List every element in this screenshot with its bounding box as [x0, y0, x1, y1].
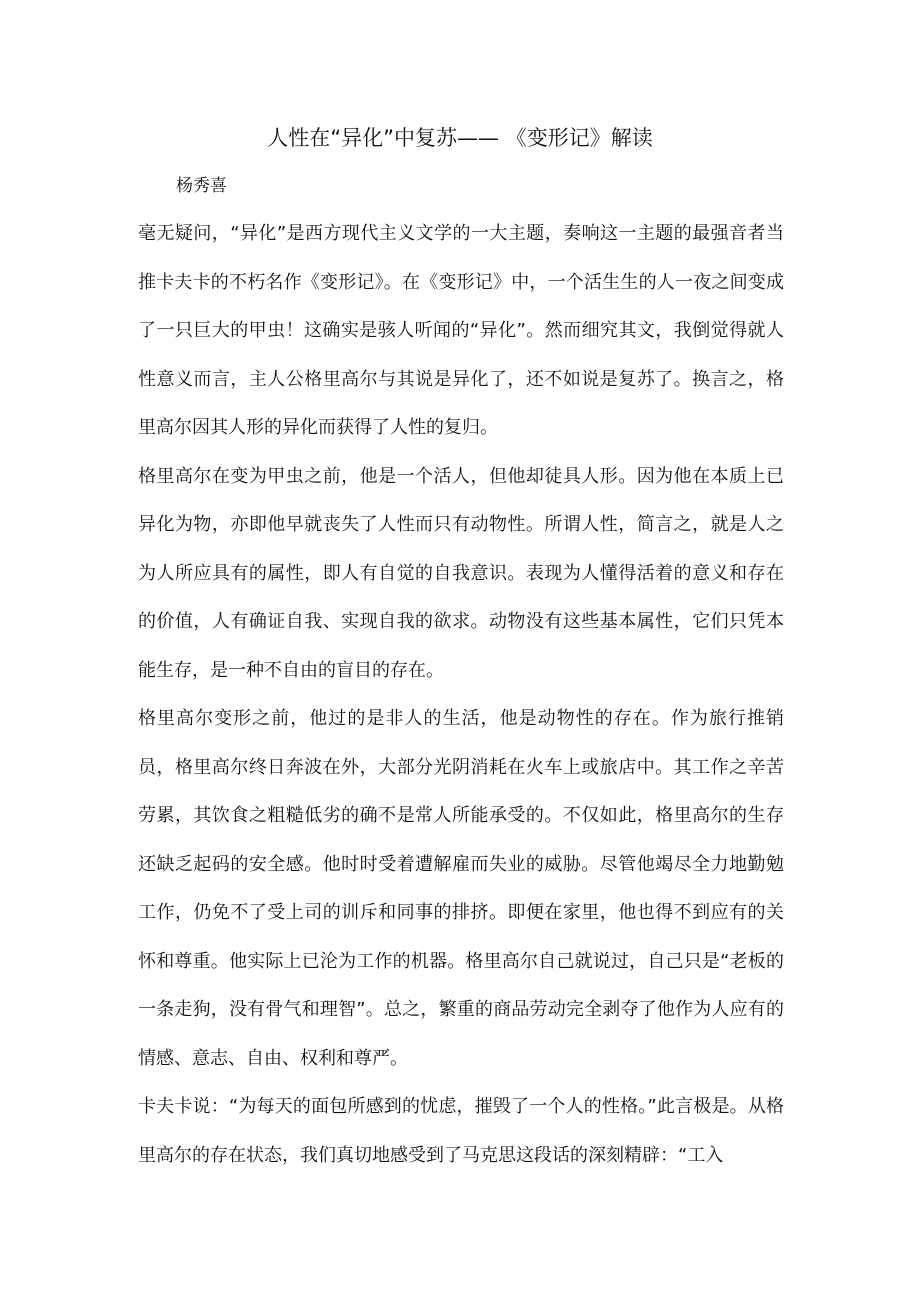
paragraph: 卡夫卡说：“为每天的面包所感到的忧虑，摧毁了一个人的性格。”此言极是。从格里高尔的存在状态，我们真切地感受到了马克思这段话的深刻精辟：“工入 — [138, 1096, 784, 1166]
paragraph: 格里高尔在变为甲虫之前，他是一个活人，但他却徒具人形。因为他在本质上已异化为物，亦即他早就丧失了人性而只有动物性。所谓人性，简言之，就是人之为人所应具有的属性，即人有自觉的自我意识。表现为人懂得活着的意义和存在的价值，人有确证自我、实现自我的欲求。动物没有这些基本属性，它们只凭本能生存，是一种不自由的盲目的存在。 — [138, 465, 784, 681]
author-name: 杨秀喜 — [176, 176, 227, 196]
paragraph: 格里高尔变形之前，他过的是非人的生活，他是动物性的存在。作为旅行推销员，格里高尔终日奔波在外，大部分光阴消耗在火车上或旅店中。其工作之辛苦劳累，其饮食之粗糙低劣的确不是常人所能承受的。不仅如此，格里高尔的生存还缺乏起码的安全感。他时时受着遭解雇而失业的威胁。尽管他竭尽全力地勤勉工作，仍免不了受上司的训斥和同事的排挤。即便在家里，他也得不到应有的关怀和尊重。他实际上已沦为工作的机器。格里高尔自己就说过，自己只是“老板的一条走狗，没有骨气和理智”。总之，繁重的商品劳动完全剥夺了他作为人应有的情感、意志、自由、权利和尊严。 — [138, 708, 784, 1069]
document-body — [138, 210, 784, 1180]
document-title: 人性在“异化”中复苏—— 《变形记》解读 — [267, 126, 653, 150]
paragraph: 毫无疑问，“异化”是西方现代主义文学的一大主题，奏响这一主题的最强音者当推卡夫卡的不朽名作《变形记》。在《变形记》中，一个活生生的人一夜之间变成了一只巨大的甲虫！这确实是骇人听闻的“异化”。然而细究其文，我倒觉得就人性意义而言，主人公格里高尔与其说是异化了，还不如说是复苏了。换言之，格里高尔因其人形的异化而获得了人性的复归。 — [138, 223, 784, 438]
